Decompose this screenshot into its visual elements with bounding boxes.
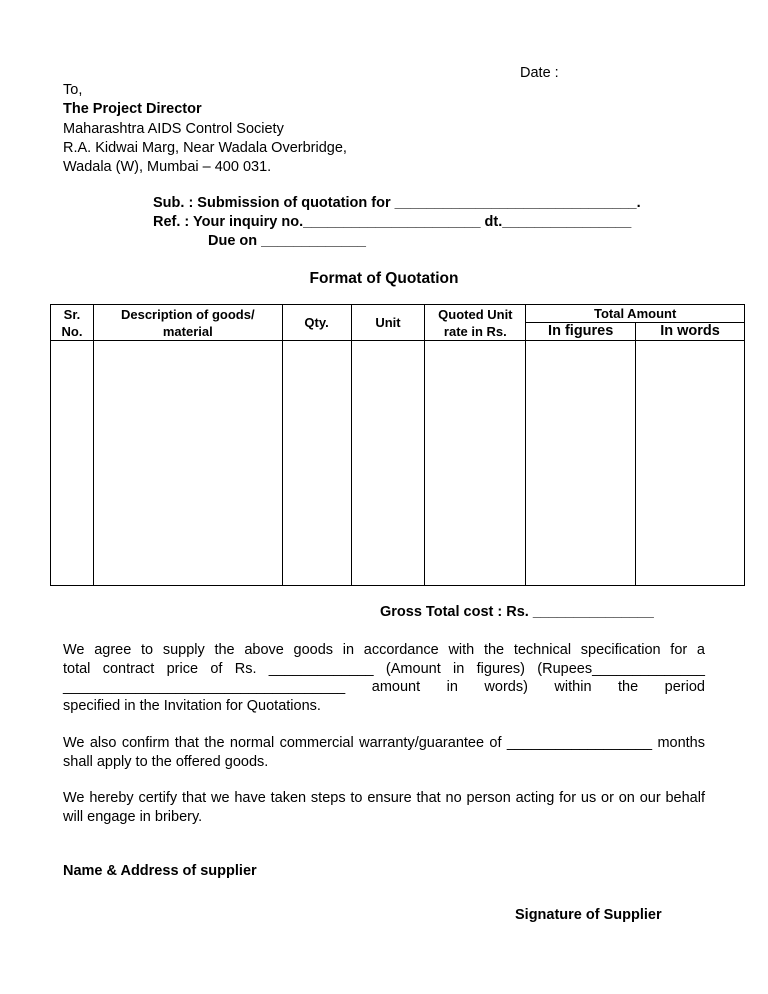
header-total-amount: Total Amount bbox=[526, 305, 745, 323]
agreement-line: We agree to supply the above goods in accordance with the technical specification for a bbox=[63, 642, 705, 658]
header-sr-no bbox=[51, 305, 94, 341]
header-unit: Unit bbox=[351, 305, 425, 341]
cell-unit[interactable] bbox=[351, 341, 425, 586]
agreement-line: ___________________________________ amount in words) within the period bbox=[63, 679, 705, 695]
to-label: To, bbox=[63, 82, 83, 98]
recipient-title: The Project Director bbox=[63, 101, 202, 117]
header-sr-no-line2: No. bbox=[61, 323, 83, 339]
form-title bbox=[0, 270, 768, 288]
header-in-figures: In figures bbox=[526, 323, 636, 341]
date-label: Date : bbox=[520, 65, 559, 81]
cell-sr-no[interactable] bbox=[51, 341, 94, 586]
form-title-text: Format of Quotation bbox=[309, 270, 459, 287]
header-description-line2: material bbox=[162, 323, 213, 339]
cell-description[interactable] bbox=[93, 341, 282, 586]
header-rate bbox=[425, 305, 526, 341]
header-qty: Qty. bbox=[282, 305, 351, 341]
cell-in-figures[interactable] bbox=[526, 341, 636, 586]
header-rate-line2: rate in Rs. bbox=[443, 323, 507, 339]
gross-total: Gross Total cost : Rs. _______________ bbox=[380, 604, 654, 620]
supplier-label: Name & Address of supplier bbox=[63, 863, 257, 879]
cell-qty[interactable] bbox=[282, 341, 351, 586]
header-sr-no-line1: Sr. bbox=[63, 306, 81, 322]
table-row bbox=[51, 341, 745, 586]
header-description-line1: Description of goods/ bbox=[120, 306, 255, 322]
agreement-paragraph bbox=[63, 641, 705, 715]
header-rate-line1: Quoted Unit bbox=[438, 306, 513, 322]
address-line: Wadala (W), Mumbai – 400 031. bbox=[63, 159, 272, 175]
address-line: Maharashtra AIDS Control Society bbox=[63, 121, 284, 137]
warranty-paragraph: We also confirm that the normal commercial warranty/guarantee of __________________ months shall apply to the offered goods. bbox=[63, 735, 705, 770]
agreement-line: total contract price of Rs. _____________ (Amount in figures) (Rupees______________ bbox=[63, 660, 705, 677]
header-description bbox=[93, 305, 282, 341]
signature-label: Signature of Supplier bbox=[515, 907, 662, 923]
header-in-words: In words bbox=[636, 323, 745, 341]
bribery-paragraph: We hereby certify that we have taken steps to ensure that no person acting for us or on our behalf will engage in bribery. bbox=[63, 790, 705, 825]
cell-rate[interactable] bbox=[425, 341, 526, 586]
address-line: R.A. Kidwai Marg, Near Wadala Overbridge, bbox=[63, 140, 347, 156]
agreement-line: specified in the Invitation for Quotations. bbox=[63, 697, 321, 714]
reference-line: Ref. : Your inquiry no.______________________ dt.________________ bbox=[153, 214, 632, 230]
due-line: Due on _____________ bbox=[208, 233, 366, 249]
quotation-table bbox=[50, 304, 745, 586]
subject-line: Sub. : Submission of quotation for ______________________________. bbox=[153, 195, 641, 211]
cell-in-words[interactable] bbox=[636, 341, 745, 586]
